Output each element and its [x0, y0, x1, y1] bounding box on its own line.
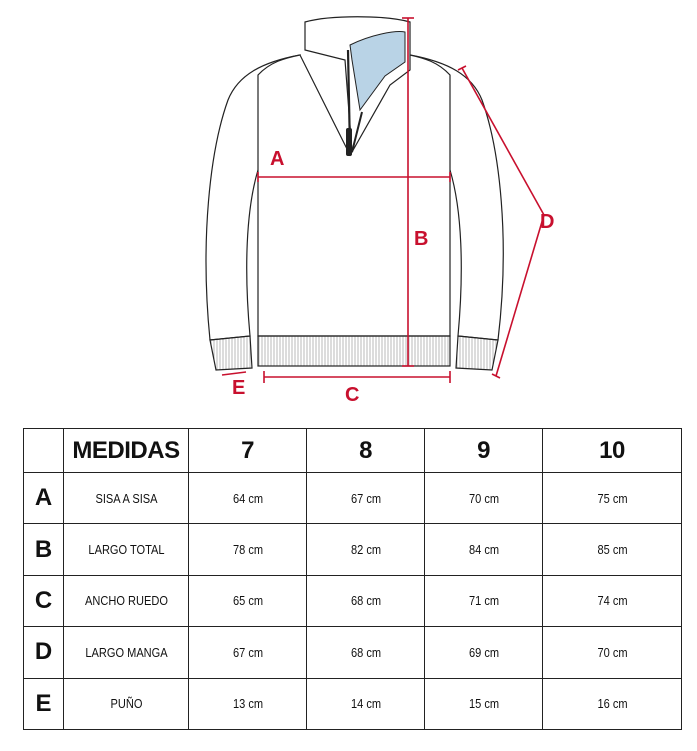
size-table	[23, 428, 682, 730]
value-cell: 82 cm	[315, 524, 415, 575]
waist-ribbing	[258, 336, 450, 366]
size-header-7: 7	[189, 429, 307, 473]
value-cell: 65 cm	[197, 575, 297, 626]
value-cell: 85 cm	[553, 524, 671, 575]
value-cell: 70 cm	[553, 627, 671, 678]
row-label: SISA A SISA	[73, 473, 179, 524]
left-cuff	[210, 336, 252, 370]
label-e: E	[232, 377, 246, 399]
row-label: LARGO MANGA	[73, 627, 179, 678]
table-row	[24, 524, 682, 575]
table-row	[24, 473, 682, 524]
table-row	[24, 627, 682, 678]
row-letter: B	[24, 524, 64, 575]
row-letter: D	[24, 627, 64, 678]
value-cell: 75 cm	[553, 473, 671, 524]
row-letter: C	[24, 575, 64, 626]
value-cell: 15 cm	[433, 678, 533, 729]
value-cell: 68 cm	[315, 627, 415, 678]
medidas-header: MEDIDAS	[64, 429, 189, 473]
value-cell: 68 cm	[315, 575, 415, 626]
label-d: D	[540, 211, 555, 233]
table-row	[24, 575, 682, 626]
value-cell: 84 cm	[433, 524, 533, 575]
right-cuff	[456, 336, 498, 370]
table-row	[24, 678, 682, 729]
row-label: LARGO TOTAL	[73, 524, 179, 575]
measure-line-e	[222, 372, 246, 375]
value-cell: 74 cm	[553, 575, 671, 626]
value-cell: 13 cm	[197, 678, 297, 729]
row-letter: E	[24, 678, 64, 729]
value-cell: 70 cm	[433, 473, 533, 524]
row-letter: A	[24, 473, 64, 524]
label-b: B	[414, 228, 429, 250]
row-label: ANCHO RUEDO	[73, 575, 179, 626]
header-row	[24, 429, 682, 473]
label-c: C	[345, 384, 360, 406]
value-cell: 71 cm	[433, 575, 533, 626]
label-a: A	[270, 148, 285, 170]
value-cell: 78 cm	[197, 524, 297, 575]
corner-cell	[24, 429, 64, 473]
value-cell: 14 cm	[315, 678, 415, 729]
value-cell: 67 cm	[197, 627, 297, 678]
row-label: PUÑO	[73, 678, 179, 729]
value-cell: 67 cm	[315, 473, 415, 524]
value-cell: 64 cm	[197, 473, 297, 524]
size-header-10: 10	[543, 429, 682, 473]
size-header-9: 9	[425, 429, 543, 473]
size-header-8: 8	[307, 429, 425, 473]
value-cell: 69 cm	[433, 627, 533, 678]
value-cell: 16 cm	[553, 678, 671, 729]
